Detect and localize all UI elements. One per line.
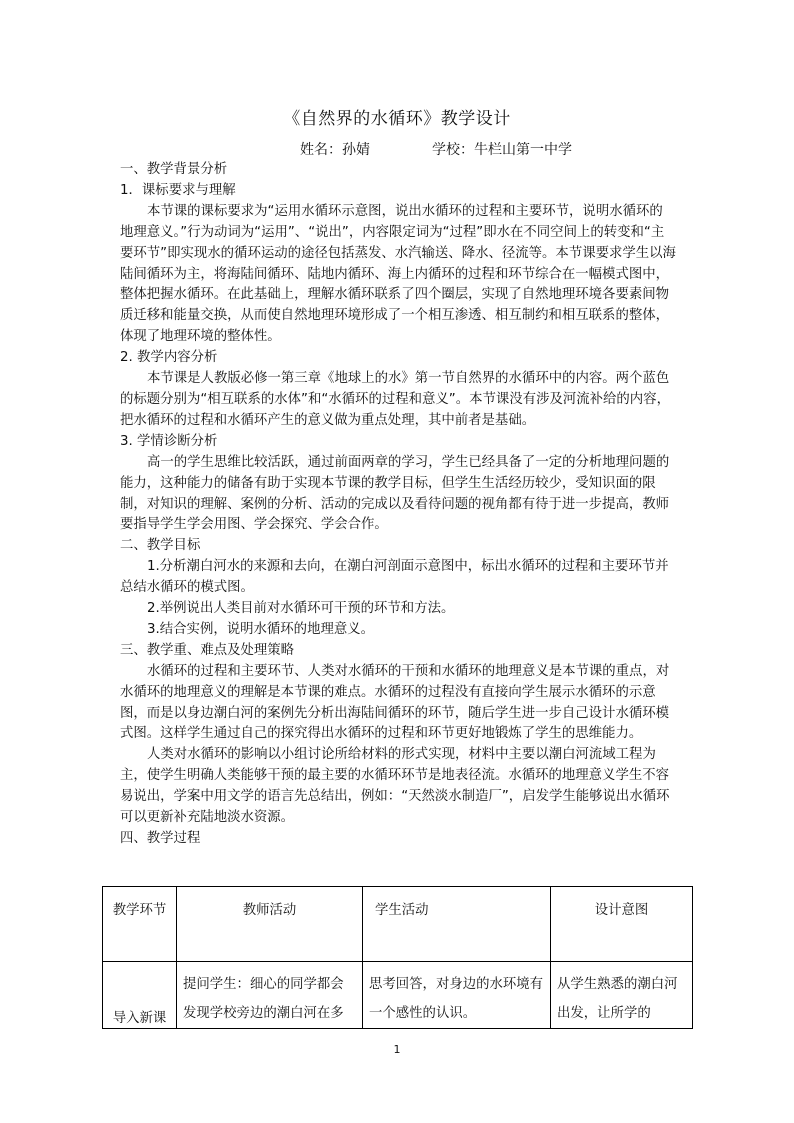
cell-intent-wrap	[551, 962, 693, 1029]
cell-student-wrap	[363, 962, 551, 1029]
cell-student: 思考回答，对身边的水环境有一个感性的认识。	[369, 977, 544, 1021]
teaching-process-table	[102, 886, 693, 1029]
header-intent: 设计意图	[551, 887, 693, 962]
header-teacher: 教师活动	[177, 887, 363, 962]
header-student: 学生活动	[363, 887, 551, 962]
document-title: 《自然界的水循环》教学设计	[283, 109, 511, 129]
section-heading: 二、教学目标	[120, 538, 201, 554]
section-heading: 三、教学重、难点及处理策略	[120, 642, 295, 658]
section-heading: 四、教学过程	[120, 831, 201, 846]
subsection-heading: 3. 学情诊断分析	[120, 433, 218, 449]
paragraph: 高一的学生思维比较活跃，通过前面两章的学习，学生已经具备了一定的分析地理问题的能力，这种能力的储备有助于实现本节课的教学目标，但学生生活经历较少，受知识面的限制，对知识的理解、案例的分析、活动的完成以及看待问题的视角都有待于进一步提高，教师要指导学生学会用图、学会探究、学会合作。	[120, 454, 670, 533]
author-school: 学校：牛栏山第一中学	[432, 142, 572, 158]
cell-stage: 导入新课	[103, 962, 177, 1029]
goal-item: 3.结合实例，说明水循环的地理意义。	[147, 621, 375, 637]
cell-intent: 从学生熟悉的潮白河出发，让所学的	[557, 977, 678, 1021]
cell-teacher: 提问学生：细心的同学都会发现学校旁边的潮白河在多	[183, 977, 344, 1021]
table-row	[103, 962, 693, 1029]
table-header-row	[103, 887, 693, 962]
paragraph: 人类对水循环的影响以小组讨论所给材料的形式实现，材料中主要以潮白河流域工程为主，使学生明确人类能够干预的最主要的水循环环节是地表径流。水循环的地理意义学生不容易说出，学案中用文学的语言先总结出，例如：“天然淡水制造厂”，启发学生能够说出水循环可以更新补充陆地淡水资源。	[120, 747, 670, 826]
subsection-heading: 1．课标要求与理解	[120, 182, 236, 198]
page-number: 1	[393, 1043, 401, 1056]
paragraph: 本节课是人教版必修一第三章《地球上的水》第一节自然界的水循环中的内容。两个蓝色的标题分别为“相互联系的水体”和“水循环的过程和意义”。本节课没有涉及河流补给的内容，把水循环的过程和水循环产生的意义做为重点处理，其中前者是基础。	[120, 371, 670, 428]
subsection-heading: 2. 教学内容分析	[120, 350, 218, 366]
paragraph: 水循环的过程和主要环节、人类对水循环的干预和水循环的地理意义是本节课的重点，对水循环的地理意义的理解是本节课的难点。水循环的过程没有直接向学生展示水循环的示意图，而是以身边潮白河的案例先分析出海陆间循环的环节，随后学生进一步自己设计水循环模式图。这样学生通过自己的探究得出水循环的过程和环节更好地锻炼了学生的思维能力。	[120, 663, 670, 742]
cell-teacher-wrap	[177, 962, 363, 1029]
section-heading: 一、教学背景分析	[120, 162, 228, 177]
author-name: 姓名：孙婧	[300, 142, 370, 158]
goal-item: 2.举例说出人类目前对水循环可干预的环节和方法。	[147, 601, 455, 617]
header-stage: 教学环节	[103, 887, 177, 962]
goal-item: 1.分析潮白河水的来源和去向，在潮白河剖面示意图中，标出水循环的过程和主要环节并总结水循环的模式图。	[120, 559, 669, 596]
paragraph: 本节课的课标要求为“运用水循环示意图，说出水循环的过程和主要环节，说明水循环的地理意义。”行为动词为“运用”、“说出”，内容限定词为“过程”即水在不同空间上的转变和“主要环节”即实现水的循环运动的途径包括蒸发、水汽输送、降水、径流等。本节课要求学生以海陆间循环为主，将海陆间循环、陆地内循环、海上内循环的过程和环节综合在一幅模式图中，整体把握水循环。在此基础上，理解水循环联系了四个圈层，实现了自然地理环境各要素间物质迁移和能量交换，从而使自然地理环境形成了一个相互渗透、相互制约和相互联系的整体，体现了地理环境的整体性。	[120, 203, 676, 345]
document-body	[120, 160, 676, 850]
